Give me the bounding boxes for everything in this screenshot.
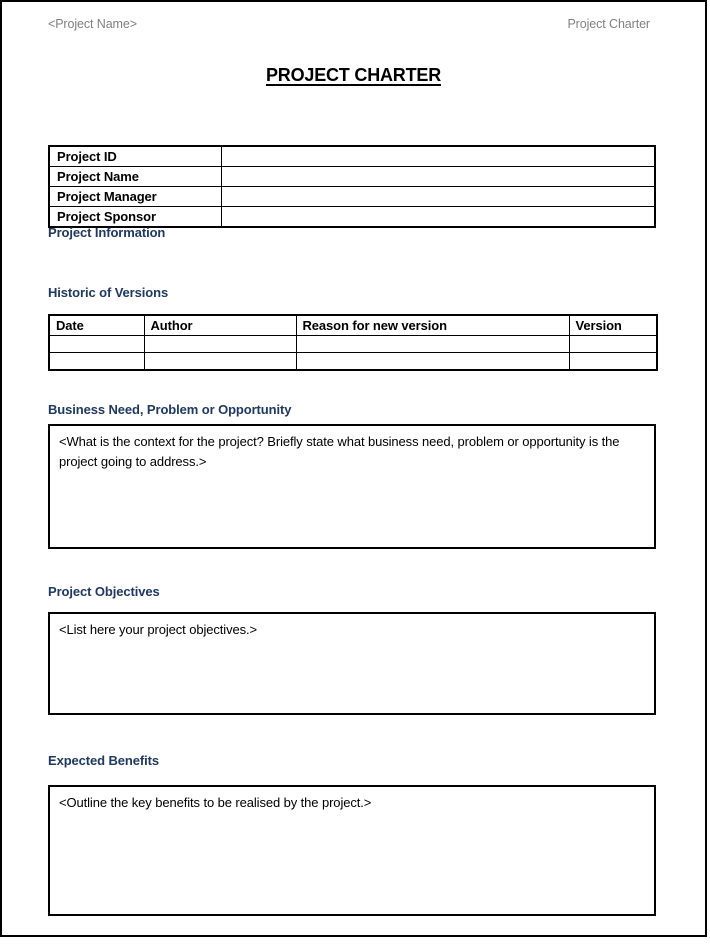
table-row <box>49 207 655 228</box>
table-row <box>49 167 655 187</box>
version-cell-author[interactable] <box>144 353 296 371</box>
info-value-project-manager[interactable] <box>222 187 656 207</box>
table-row <box>49 336 657 353</box>
version-cell-reason[interactable] <box>296 353 569 371</box>
section-heading-benefits: Expected Benefits <box>48 753 160 768</box>
info-value-project-sponsor[interactable] <box>222 207 656 228</box>
info-value-project-id[interactable] <box>222 146 656 167</box>
info-label-project-manager: Project Manager <box>49 187 222 207</box>
table-row <box>49 187 655 207</box>
objectives-text-box[interactable]: <List here your project objectives.> <box>48 612 656 715</box>
info-table-caption: Project Information <box>48 225 166 240</box>
document-title: PROJECT CHARTER <box>265 65 441 85</box>
section-heading-versions: Historic of Versions <box>48 285 169 300</box>
header-project-name: <Project Name> <box>48 17 137 31</box>
version-cell-author[interactable] <box>144 336 296 353</box>
table-header-row <box>49 315 657 336</box>
section-heading-objectives: Project Objectives <box>48 584 160 599</box>
business-need-text-box[interactable]: <What is the context for the project? Briefly state what business need, problem or opportunity is the project going to address.> <box>48 424 656 549</box>
benefits-text-box[interactable]: <Outline the key benefits to be realised by the project.> <box>48 785 656 916</box>
column-header-author: Author <box>144 315 296 336</box>
versions-table <box>48 314 658 371</box>
column-header-date: Date <box>49 315 144 336</box>
info-value-project-name[interactable] <box>222 167 656 187</box>
section-heading-business-need: Business Need, Problem or Opportunity <box>48 402 292 417</box>
version-cell-date[interactable] <box>49 336 144 353</box>
table-row <box>49 146 655 167</box>
project-info-table <box>48 145 656 228</box>
version-cell-version[interactable] <box>569 336 657 353</box>
column-header-version: Version <box>569 315 657 336</box>
info-label-project-name: Project Name <box>49 167 222 187</box>
header-doc-type: Project Charter <box>567 17 650 31</box>
info-label-project-id: Project ID <box>49 146 222 167</box>
version-cell-reason[interactable] <box>296 336 569 353</box>
table-row <box>49 353 657 371</box>
version-cell-version[interactable] <box>569 353 657 371</box>
column-header-reason: Reason for new version <box>296 315 569 336</box>
page-header <box>48 17 650 31</box>
info-label-project-sponsor: Project Sponsor <box>49 207 222 228</box>
version-cell-date[interactable] <box>49 353 144 371</box>
